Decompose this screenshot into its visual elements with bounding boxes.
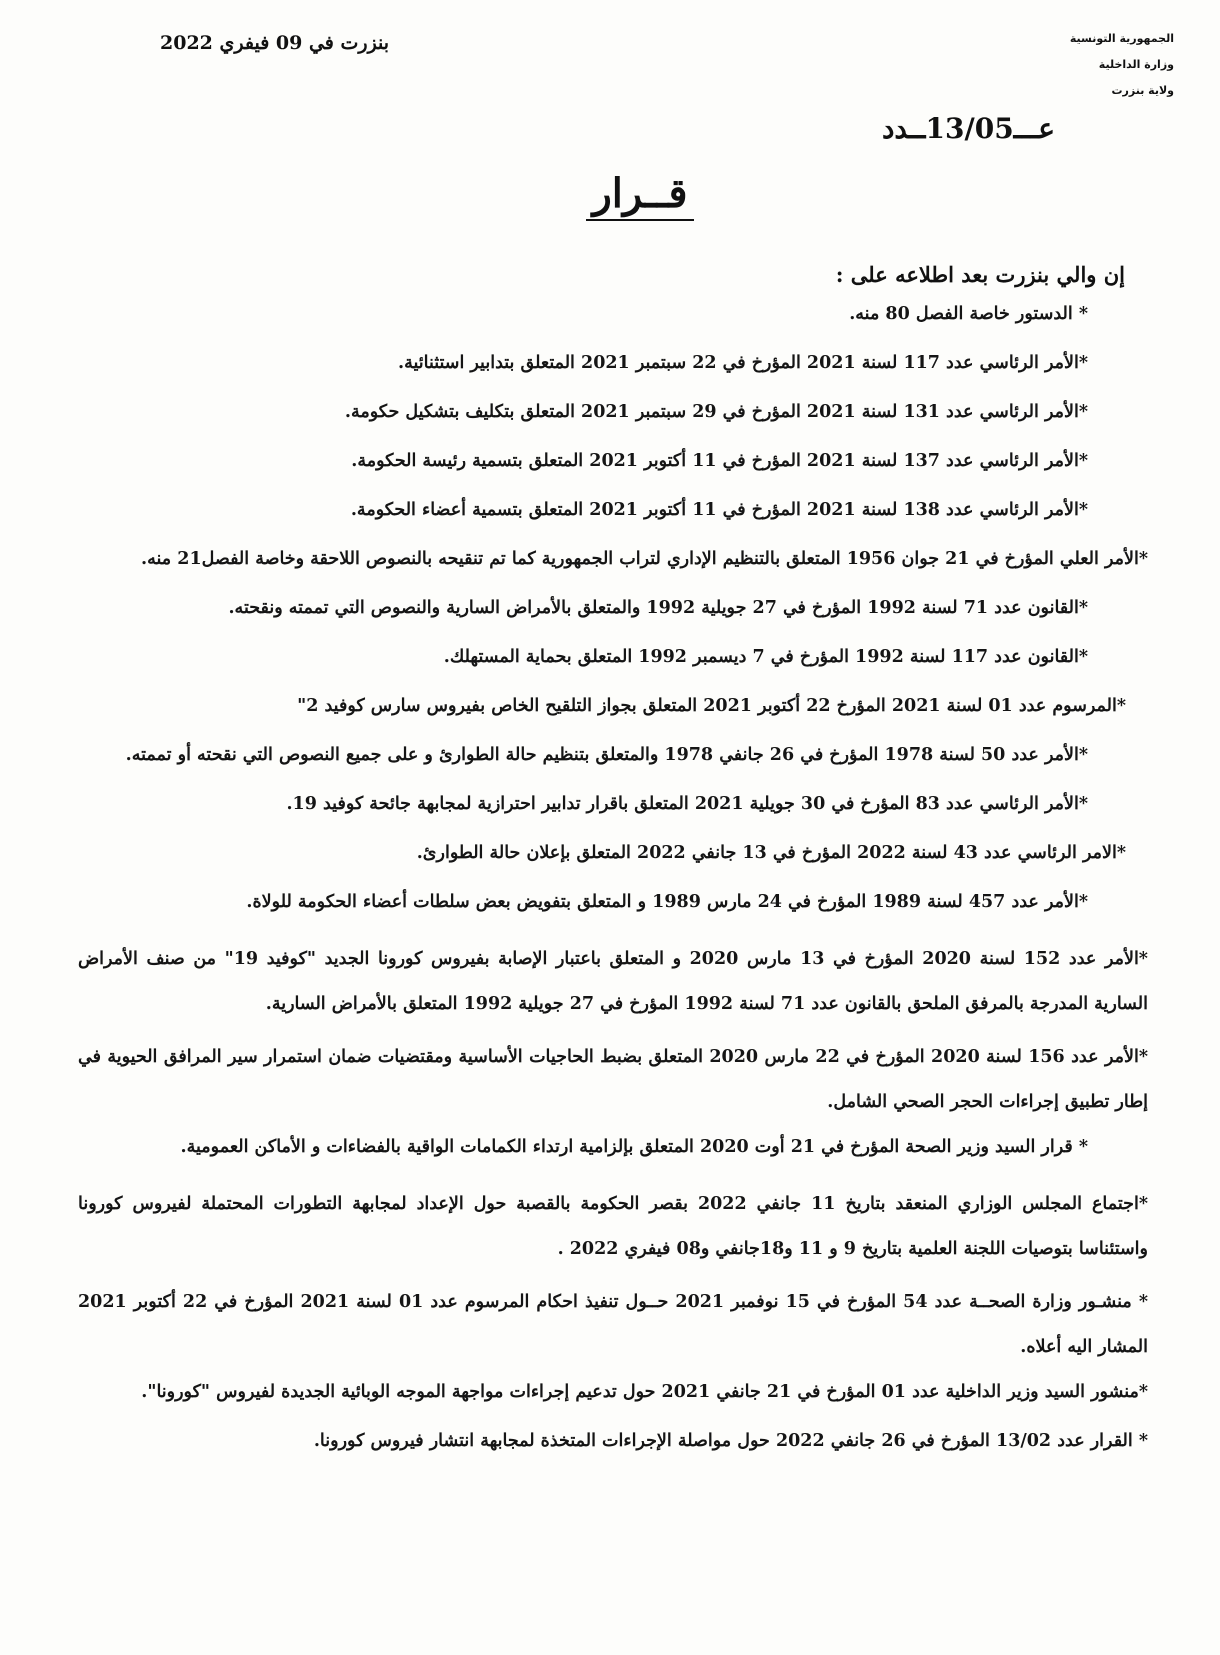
reference-item: * القرار عدد 13/02 المؤرخ في 26 جانفي 2022 حول مواصلة الإجراءات المتخذة لمجابهة انتشار فيروس كورونا.: [313, 1431, 1148, 1451]
reference-item: *اجتماع المجلس الوزاري المنعقد بتاريخ 11 جانفي 2022 بقصر الحكومة بالقصبة حول الإعداد لمجابهة التطورات المحتملة لفيروس كورونا واستئناسا بتوصيات اللجنة العلمية بتاريخ 9 و 11 و18جانفي و08 فيفري 2022 .: [78, 1194, 1148, 1259]
reference-item: *الأمر عدد 152 لسنة 2020 المؤرخ في 13 مارس 2020 و المتعلق باعتبار الإصابة بفيروس كورونا الجديد "كوفيد 19" من صنف الأمراض السارية المدرجة بالمرفق الملحق بالقانون عدد 71 لسنة 1992 المؤرخ في 27 جويلية 1992 المتعلق بالأمراض السارية.: [78, 949, 1148, 1014]
reference-number: عـــ13/05ــدد: [881, 112, 1055, 145]
ministry-name: وزارة الداخلية: [1098, 58, 1174, 71]
reference-item: *الامر الرئاسي عدد 43 لسنة 2022 المؤرخ في 13 جانفي 2022 المتعلق بإعلان حالة الطوارئ.: [416, 843, 1126, 863]
reference-item: *الأمر عدد 50 لسنة 1978 المؤرخ في 26 جانفي 1978 والمتعلق بتنظيم حالة الطوارئ و على جميع النصوص التي نقحته أو تممته.: [125, 745, 1088, 765]
reference-item: *الأمر الرئاسي عدد 83 المؤرخ في 30 جويلية 2021 المتعلق باقرار تدابير احترازية لمجابهة جائحة كوفيد 19.: [286, 794, 1088, 814]
governorate-name: ولاية بنزرت: [1111, 84, 1174, 97]
reference-item: *الأمر عدد 457 لسنة 1989 المؤرخ في 24 مارس 1989 و المتعلق بتفويض بعض سلطات أعضاء الحكومة للولاة.: [246, 892, 1088, 912]
reference-item: *القانون عدد 71 لسنة 1992 المؤرخ في 27 جويلية 1992 والمتعلق بالأمراض السارية والنصوص التي تممته ونقحته.: [228, 598, 1088, 618]
reference-item: *الأمر الرئاسي عدد 131 لسنة 2021 المؤرخ في 29 سبتمبر 2021 المتعلق بتكليف بتشكيل حكومة.: [344, 402, 1088, 422]
document-title: قــرار: [586, 170, 693, 221]
reference-item: *الأمر العلي المؤرخ في 21 جوان 1956 المتعلق بالتنظيم الإداري لتراب الجمهورية كما تم تنقيحه بالنصوص اللاحقة وخاصة الفصل21 منه.: [141, 549, 1148, 569]
reference-item: * الدستور خاصة الفصل 80 منه.: [849, 304, 1088, 324]
reference-item: *القانون عدد 117 لسنة 1992 المؤرخ في 7 ديسمبر 1992 المتعلق بحماية المستهلك.: [443, 647, 1088, 667]
reference-item: *الأمر الرئاسي عدد 117 لسنة 2021 المؤرخ في 22 سبتمبر 2021 المتعلق بتدابير استثنائية.: [397, 353, 1088, 373]
reference-item: *المرسوم عدد 01 لسنة 2021 المؤرخ 22 أكتوبر 2021 المتعلق بجواز التلقيح الخاص بفيروس سارس كوفيد 2": [297, 696, 1126, 716]
reference-item: * قرار السيد وزير الصحة المؤرخ في 21 أوت 2020 المتعلق بإلزامية ارتداء الكمامات الواقية بالفضاءات و الأماكن العمومية.: [180, 1137, 1088, 1157]
intro-line: إن والي بنزرت بعد اطلاعه على :: [835, 262, 1125, 287]
title-block: [0, 170, 1220, 221]
reference-item: *الأمر الرئاسي عدد 137 لسنة 2021 المؤرخ في 11 أكتوبر 2021 المتعلق بتسمية رئيسة الحكومة.: [351, 451, 1088, 471]
letterhead: [954, 26, 1174, 104]
reference-item: * منشـور وزارة الصحــة عدد 54 المؤرخ في 15 نوفمبر 2021 حــول تنفيذ احكام المرسوم عدد 01 لسنة 2021 المؤرخ في 22 أكتوبر 2021 المشار اليه أعلاه.: [78, 1292, 1148, 1357]
place-and-date: بنزرت في 09 فيفري 2022: [160, 32, 390, 54]
legal-references-list: [78, 300, 1148, 1476]
republic-name: الجمهورية التونسية: [1069, 32, 1174, 45]
reference-item: *منشور السيد وزير الداخلية عدد 01 المؤرخ في 21 جانفي 2021 حول تدعيم إجراءات مواجهة الموجه الوبائية الجديدة لفيروس "كورونا".: [141, 1382, 1148, 1402]
reference-item: *الأمر الرئاسي عدد 138 لسنة 2021 المؤرخ في 11 أكتوبر 2021 المتعلق بتسمية أعضاء الحكومة.: [350, 500, 1088, 520]
reference-item: *الأمر عدد 156 لسنة 2020 المؤرخ في 22 مارس 2020 المتعلق بضبط الحاجيات الأساسية ومقتضيات ضمان استمرار سير المرافق الحيوية في إطار تطبيق إجراءات الحجر الصحي الشامل.: [78, 1047, 1148, 1112]
